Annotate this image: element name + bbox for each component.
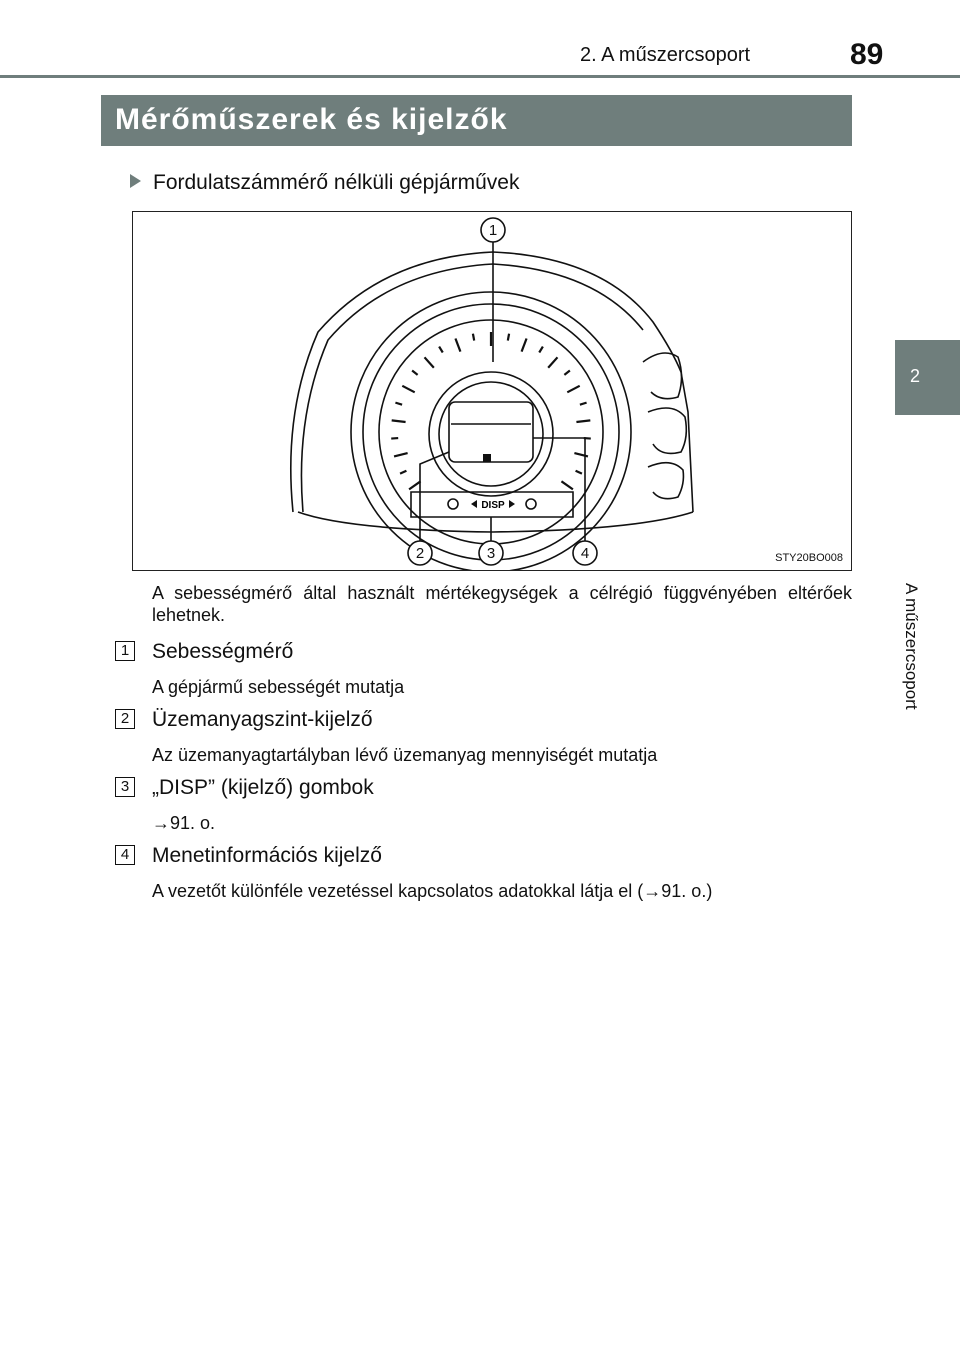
note-paragraph: A sebességmérő által használt mértékegységek a célrégió függvényében eltérőek lehetnek. (152, 583, 852, 625)
dial-tick (439, 347, 443, 353)
dial-tick (567, 386, 579, 392)
callout-2: 2 (415, 545, 425, 562)
callout-4: 4 (580, 545, 590, 562)
dial-tick (402, 386, 414, 392)
section-title-bar (101, 95, 852, 146)
dial-tick (394, 453, 408, 456)
page-number: 89 (850, 38, 884, 71)
header-rule (0, 75, 960, 78)
dial-tick (400, 471, 406, 474)
right-arrow-icon (509, 500, 515, 508)
dial-tick (425, 357, 434, 367)
chapter-tab-number: 2 (909, 366, 920, 386)
dial-tick (473, 334, 474, 341)
item-1-number: 1 (115, 641, 135, 661)
fuel-pump-icon (483, 454, 491, 462)
item-2-number: 2 (115, 709, 135, 729)
dial-tick (395, 403, 402, 405)
chapter-tab (895, 340, 960, 415)
dial-tick (576, 420, 590, 422)
triangle-bullet-icon (130, 174, 141, 188)
item-1-desc: A gépjármű sebességét mutatja (152, 677, 405, 697)
item-4-title: Menetinformációs kijelző (152, 844, 382, 867)
sub-heading-text: Fordulatszámmérő nélküli gépjárművek (153, 171, 520, 194)
item-3-title: „DISP” (kijelző) gombok (152, 776, 374, 799)
figure-code: STY20BO008 (775, 552, 843, 564)
item-4-desc: A vezetőt különféle vezetéssel kapcsolatos adatokkal látja el (→91. o.) (152, 881, 713, 901)
sub-heading (130, 171, 520, 195)
dial-tick (561, 481, 572, 489)
callout-3: 3 (486, 545, 496, 562)
disp-label: DISP (481, 500, 505, 511)
callout-1: 1 (488, 222, 498, 239)
dial-tick (539, 347, 543, 353)
dial-tick (564, 371, 570, 375)
dial-tick (392, 420, 406, 422)
dial-tick (455, 339, 460, 352)
chapter-tab-label: A műszercsoport (902, 583, 921, 710)
dial-tick (548, 357, 557, 367)
dial-tick (522, 339, 527, 352)
dial-tick (580, 403, 587, 405)
item-3-desc: →91. o. (152, 813, 216, 833)
dial-ticks (391, 332, 591, 489)
instrument-cluster-illustration (133, 212, 851, 570)
item-2-desc: Az üzemanyagtartályban lévő üzemanyag mennyiségét mutatja (152, 745, 658, 765)
item-3-number: 3 (115, 777, 135, 797)
dial-tick (412, 371, 418, 375)
section-title: Mérőműszerek és kijelzők (115, 103, 508, 136)
item-1-title: Sebességmérő (152, 640, 294, 663)
dial-tick (409, 481, 420, 489)
item-2-title: Üzemanyagszint-kijelző (152, 708, 373, 731)
item-4-number: 4 (115, 845, 135, 865)
dial-tick (574, 453, 588, 456)
instrument-cluster-figure (132, 211, 852, 571)
dial-tick (576, 471, 582, 474)
dial-tick (508, 334, 509, 341)
running-head: 2. A műszercsoport (580, 44, 751, 66)
left-arrow-icon (471, 500, 477, 508)
chapter-tab-label-area (895, 415, 960, 1345)
